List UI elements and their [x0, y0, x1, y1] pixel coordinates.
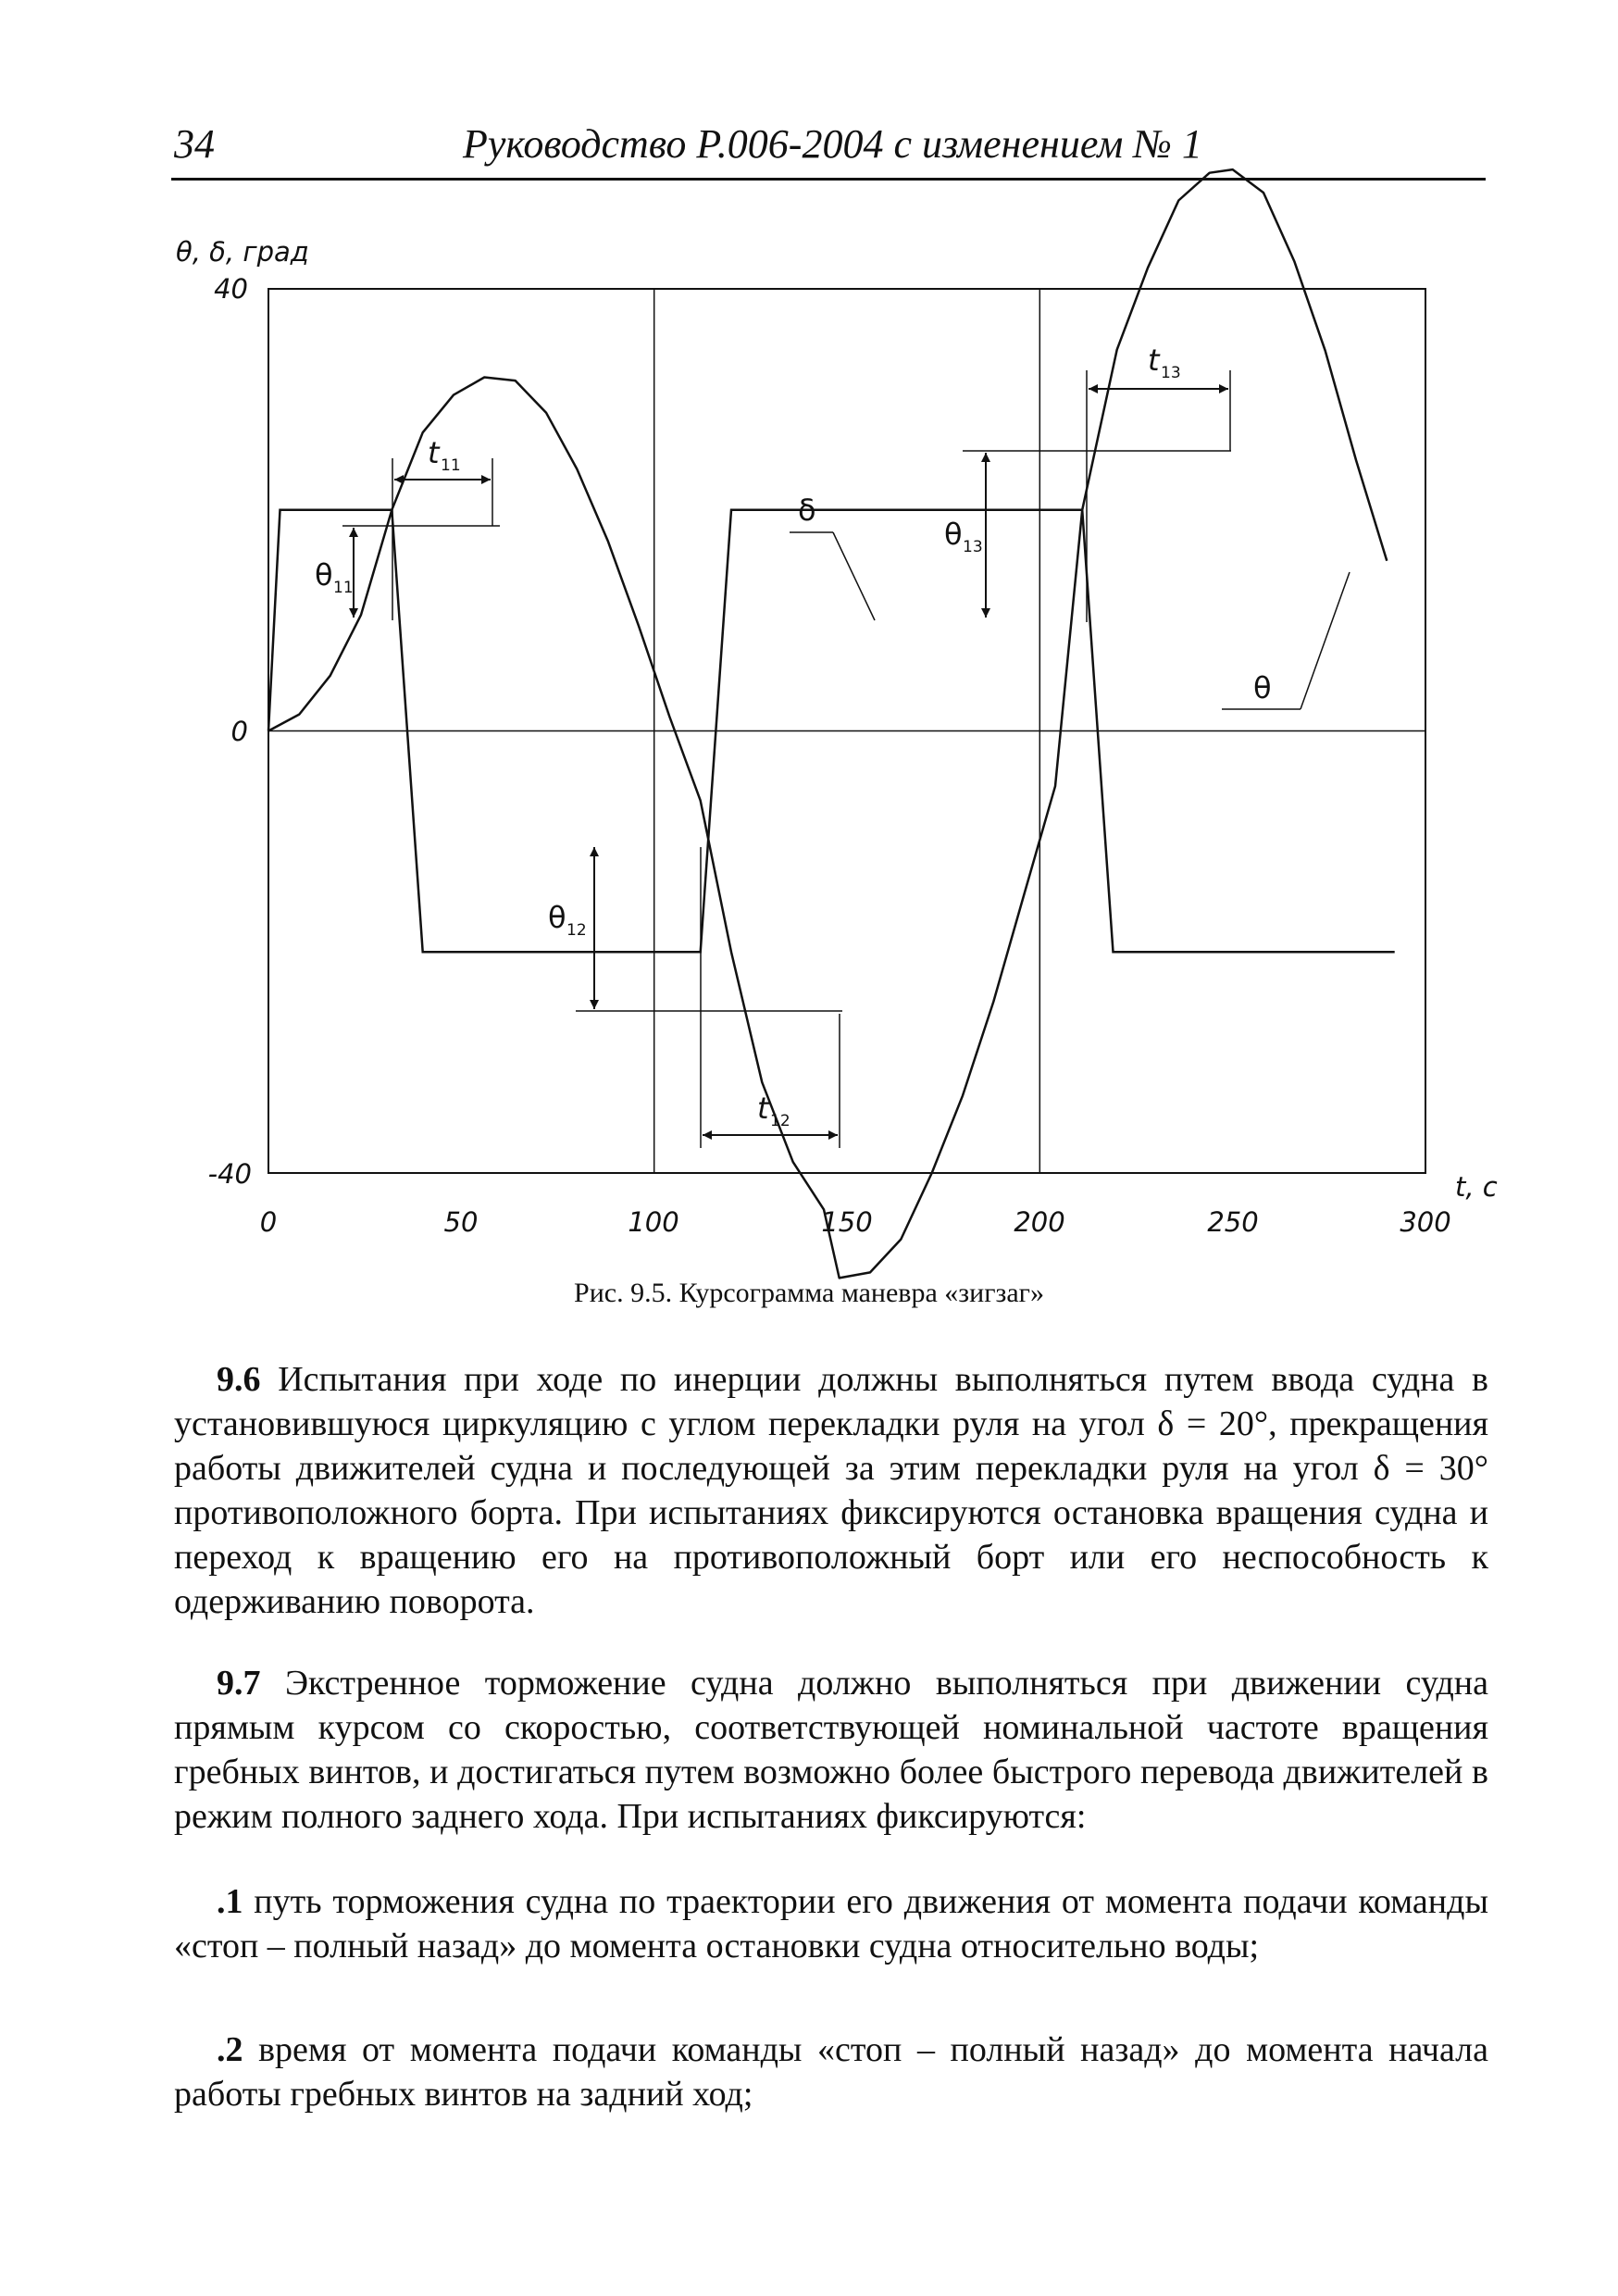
- y-tick-label: 0: [230, 716, 248, 747]
- figure-caption: Рис. 9.5. Курсограмма маневра «зигзаг»: [574, 1278, 1044, 1308]
- theta12-subscript: 12: [566, 921, 587, 940]
- theta12-label: θ: [548, 900, 566, 935]
- paragraph-text: время от момента подачи команды «стоп – полный назад» до момента начала работы гребных винтов на задний ход;: [174, 2030, 1488, 2114]
- paragraph-text: путь торможения судна по траектории его движения от момента подачи команды «стоп – полный назад» до момента остановки судна относительно воды;: [174, 1882, 1488, 1965]
- x-tick-label: 150: [821, 1206, 873, 1238]
- t13-subscript: 13: [1161, 364, 1181, 382]
- y-tick-label: 40: [214, 273, 248, 305]
- theta-leader: [1222, 572, 1350, 709]
- theta13-label: θ: [944, 517, 963, 552]
- theta11-annotation: [315, 526, 500, 618]
- item-number: .2: [217, 2030, 243, 2069]
- t11-label: t: [428, 435, 440, 470]
- paragraph-9-7: [174, 1661, 1488, 1839]
- paragraph-text: Испытания при ходе по инерции должны выполняться путем ввода судна в установившуюся циркуляцию с углом перекладки руля на угол δ = 20°, прекращения работы движителей судна и последующей за этим перекладки руля на угол δ = 30° противоположного борта. При испытаниях фиксируются остановка вращения судна и переход к вращению его на противоположный борт или его неспособность к одерживанию поворота.: [174, 1360, 1488, 1621]
- theta11-label: θ: [315, 557, 333, 593]
- x-tick-label: 200: [1014, 1206, 1065, 1238]
- paragraph-9-7-1: [174, 1879, 1488, 1968]
- t13-annotation: [1087, 343, 1230, 622]
- x-tick-label: 50: [443, 1206, 479, 1238]
- t11-annotation: [392, 435, 492, 620]
- x-axis-title: t, с: [1455, 1171, 1498, 1203]
- x-tick-label: 0: [259, 1206, 278, 1238]
- y-axis-title: θ, δ, град: [176, 236, 309, 268]
- t13-label: t: [1148, 343, 1160, 378]
- theta12-annotation: [548, 847, 842, 1011]
- delta-label: δ: [798, 493, 816, 528]
- theta11-subscript: 11: [333, 579, 354, 597]
- theta13-subscript: 13: [963, 538, 983, 556]
- t11-subscript: 11: [441, 456, 461, 475]
- t12-subscript: 12: [770, 1112, 790, 1130]
- y-tick-label: -40: [207, 1158, 252, 1190]
- x-tick-label: 250: [1207, 1206, 1259, 1238]
- page-number: 34: [174, 121, 215, 167]
- delta-leader: [790, 493, 875, 620]
- paragraph-text: Экстренное торможение судна должно выполняться при движении судна прямым курсом со скоростью, соответствующей номинальной частоте вращения гребных винтов, и достигаться путем возможно более быстрого перевода движителей в режим полного заднего хода. При испытаниях фиксируются:: [174, 1664, 1488, 1836]
- x-tick-label: 300: [1400, 1206, 1451, 1238]
- t12-label: t: [757, 1091, 769, 1126]
- x-tick-label: 100: [628, 1206, 679, 1238]
- clause-number: 9.7: [217, 1664, 261, 1703]
- clause-number: 9.6: [217, 1360, 261, 1399]
- series-theta-line: [268, 169, 1387, 1278]
- x-tick-labels: [260, 1206, 1451, 1238]
- running-header-title: Руководство Р.006-2004 с изменением № 1: [463, 121, 1202, 167]
- item-number: .1: [217, 1882, 243, 1921]
- paragraph-9-6: [174, 1357, 1488, 1624]
- y-tick-labels: [208, 273, 252, 1190]
- theta-label: θ: [1253, 670, 1272, 705]
- paragraph-9-7-2: [174, 2028, 1488, 2116]
